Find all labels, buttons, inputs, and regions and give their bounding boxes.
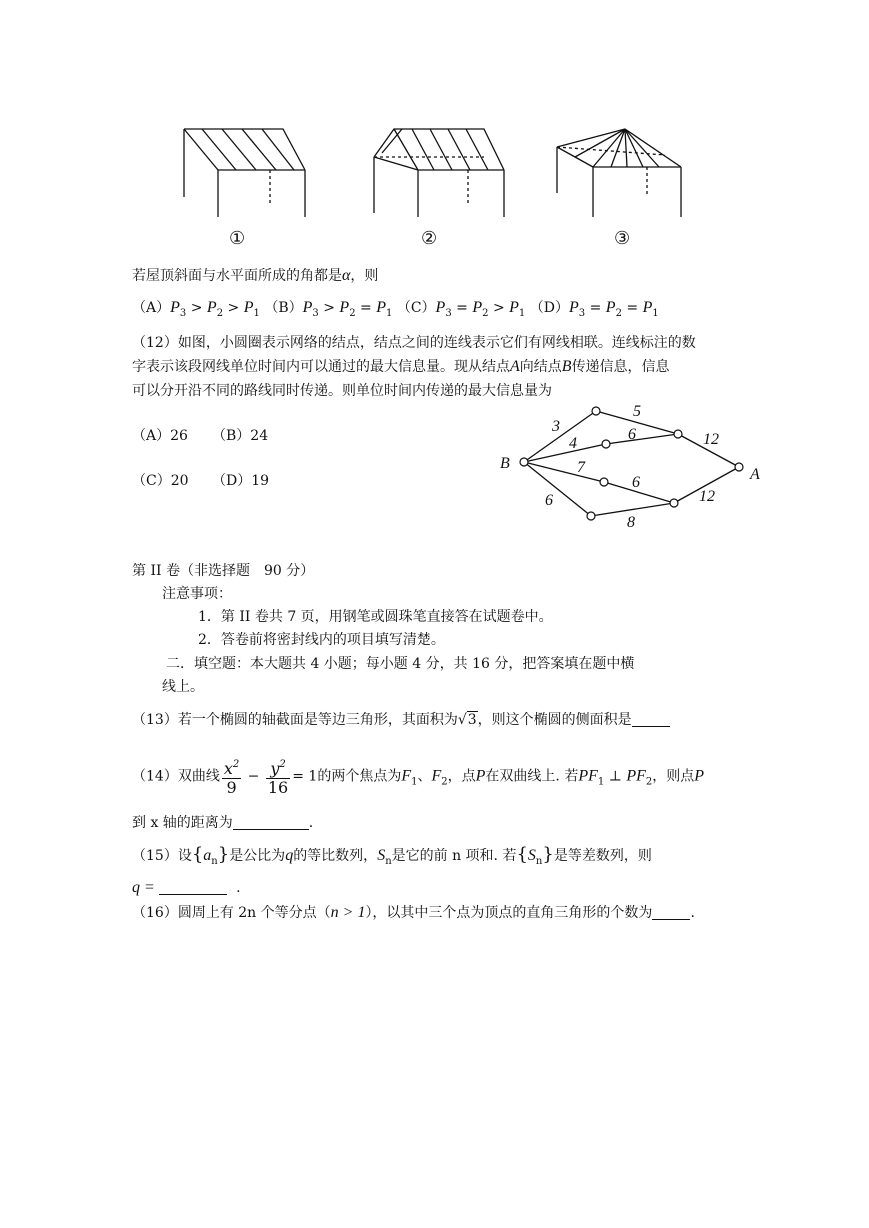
network-diagram: [495, 400, 770, 530]
q11-option-d[interactable]: $(D)P_3 = P_2 = P_1$: [529, 299, 659, 319]
figure-label-3: ③: [614, 228, 631, 249]
q14-answer-blank[interactable]: [233, 813, 309, 830]
roof-figure-1: [180, 125, 305, 220]
edge-label-m-a-bottom: 12: [699, 488, 715, 505]
q12-option-c[interactable]: （C）20: [132, 473, 189, 489]
q16-answer-blank[interactable]: [652, 903, 690, 920]
edge-label-m-a-top: 12: [703, 431, 719, 448]
q11-option-c[interactable]: $(C)P_3 = P_2 > P_1$: [396, 299, 526, 319]
roof-figure-2: [372, 125, 507, 220]
q15-line-1: （15）设$\{a_n\}$是公比为q的等比数列，$S_n$是它的前 n 项和. 若$\{S_n\}$是等差数列，则: [132, 844, 652, 867]
edge-label-t1-m: 5: [633, 403, 641, 420]
edge-label-b2-m: 8: [627, 514, 635, 531]
q11-option-a[interactable]: $(A)P_3 > P_2 > P_1$: [132, 299, 260, 319]
q12-line-1: （12）如图，小圆圈表示网络的结点，结点之间的连线表示它们有网线相联。连线标注的数: [132, 335, 696, 351]
notice-title: 注意事项：: [162, 586, 232, 602]
node-a-label: A: [750, 466, 760, 483]
q11-option-b[interactable]: $(B)P_3 > P_2 = P_1$: [264, 299, 393, 319]
node-a: [735, 463, 743, 471]
edge-label-b1-m: 6: [632, 474, 640, 491]
notice-item-2: 2．答卷前将密封线内的项目填写清楚。: [198, 632, 445, 648]
q11-options: [132, 298, 659, 324]
edge-label-b-t1: 3: [552, 418, 560, 435]
q16: （16）圆周上有 2n 个等分点（n > 1），以其中三个点为顶点的直角三角形的个数为 .: [132, 904, 695, 921]
part2-title: 第 II 卷（非选择题 90 分）: [132, 563, 315, 579]
q12-option-d[interactable]: （D）19: [212, 473, 270, 489]
edge-label-t2-m: 6: [628, 426, 636, 443]
node-b: [520, 458, 528, 466]
q13-answer-blank[interactable]: [632, 710, 670, 727]
node-top-1: [592, 407, 600, 415]
node-bottom-2: [587, 512, 595, 520]
edge-label-b-b2: 6: [545, 492, 553, 509]
figure-label-2: ②: [421, 228, 438, 249]
node-top-2: [602, 440, 610, 448]
notice-item-1: 1．第 II 卷共 7 页，用钢笔或圆珠笔直接答在试题卷中。: [198, 609, 553, 625]
node-top-merge: [674, 430, 682, 438]
q12-line-3: 可以分开沿不同的路线同时传递。则单位时间内传递的最大信息量为: [132, 383, 552, 399]
node-bottom-merge: [670, 499, 678, 507]
node-b-label: B: [500, 455, 510, 472]
q15-line-2: q = .: [132, 879, 241, 896]
q11-stem: 若屋顶斜面与水平面所成的角都是α，则: [132, 267, 379, 284]
q12-line-2: 字表示该段网线单位时间内可以通过的最大信息量。现从结点A向结点B传递信息，信息: [132, 358, 670, 375]
section-heading-line-2: 线上。: [162, 679, 204, 695]
roof-figure-3: [555, 125, 685, 220]
q15-answer-blank[interactable]: [159, 878, 227, 895]
node-bottom-1: [600, 478, 608, 486]
edge-label-b-t2: 4: [569, 435, 577, 452]
q12-option-b[interactable]: （B）24: [212, 428, 269, 444]
figure-label-1: ①: [229, 228, 246, 249]
q14-line-2: 到 x 轴的距离为 .: [132, 815, 314, 831]
q13: （13）若一个椭圆的轴截面是等边三角形，其面积为√3，则这个椭圆的侧面积是: [132, 710, 670, 730]
q12-option-a[interactable]: （A）26: [132, 428, 188, 444]
q14-line-1: （14）双曲线 $\frac{x^2}{9}$ − $\frac{y^2}{16}$ = 1的两个焦点为$F_1$、$F_2$，点P在双曲线上. 若$PF_1$ ⊥ $PF_2$，则点P: [132, 756, 704, 803]
edge-label-b-b1: 7: [577, 459, 585, 476]
section-heading-line-1: 二．填空题：本大题共 4 小题；每小题 4 分，共 16 分，把答案填在题中横: [166, 656, 635, 672]
